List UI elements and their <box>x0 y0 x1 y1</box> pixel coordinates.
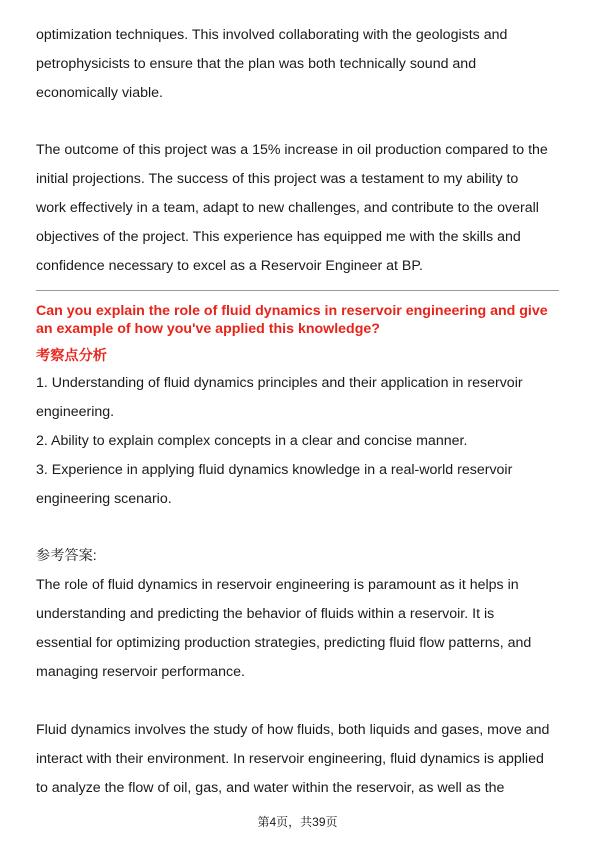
question-heading-line: an example of how you've applied this knowledge? <box>36 321 380 337</box>
body-text-line: confidence necessary to excel as a Reservoir Engineer at BP. <box>36 258 423 274</box>
body-text-line: initial projections. The success of this project was a testament to my ability to <box>36 171 519 187</box>
answer-text-line: The role of fluid dynamics in reservoir engineering is paramount as it helps in <box>36 577 519 593</box>
answer-text-line: Fluid dynamics involves the study of how fluids, both liquids and gases, move and <box>36 722 550 738</box>
answer-heading: 参考答案: <box>36 548 97 564</box>
body-text-line: objectives of the project. This experience has equipped me with the skills and <box>36 229 521 245</box>
body-text-line: optimization techniques. This involved collaborating with the geologists and <box>36 27 508 43</box>
body-text-line: petrophysicists to ensure that the plan was both technically sound and <box>36 56 477 72</box>
body-text-line: The outcome of this project was a 15% increase in oil production compared to the <box>36 142 548 158</box>
answer-text-line: interact with their environment. In reservoir engineering, fluid dynamics is applied <box>36 751 544 767</box>
analysis-item-line: engineering scenario. <box>36 491 172 507</box>
answer-text-line: understanding and predicting the behavior of fluids within a reservoir. It is <box>36 606 495 622</box>
analysis-item-line: 1. Understanding of fluid dynamics principles and their application in reservoir <box>36 375 523 391</box>
answer-text-line: managing reservoir performance. <box>36 664 245 680</box>
analysis-item-line: engineering. <box>36 404 115 420</box>
page-number: 第4页，共39页 <box>257 815 338 829</box>
section-divider <box>36 290 559 291</box>
analysis-heading: 考察点分析 <box>36 348 107 364</box>
analysis-item-line: 2. Ability to explain complex concepts in a clear and concise manner. <box>36 433 468 449</box>
body-text-line: work effectively in a team, adapt to new challenges, and contribute to the overall <box>36 200 539 216</box>
analysis-item-line: 3. Experience in applying fluid dynamics knowledge in a real-world reservoir <box>36 462 513 478</box>
body-text-line: economically viable. <box>36 85 163 101</box>
question-heading-line: Can you explain the role of fluid dynamics in reservoir engineering and give <box>36 303 548 319</box>
answer-text-line: essential for optimizing production strategies, predicting fluid flow patterns, and <box>36 635 532 651</box>
answer-text-line: to analyze the flow of oil, gas, and water within the reservoir, as well as the <box>36 780 505 796</box>
